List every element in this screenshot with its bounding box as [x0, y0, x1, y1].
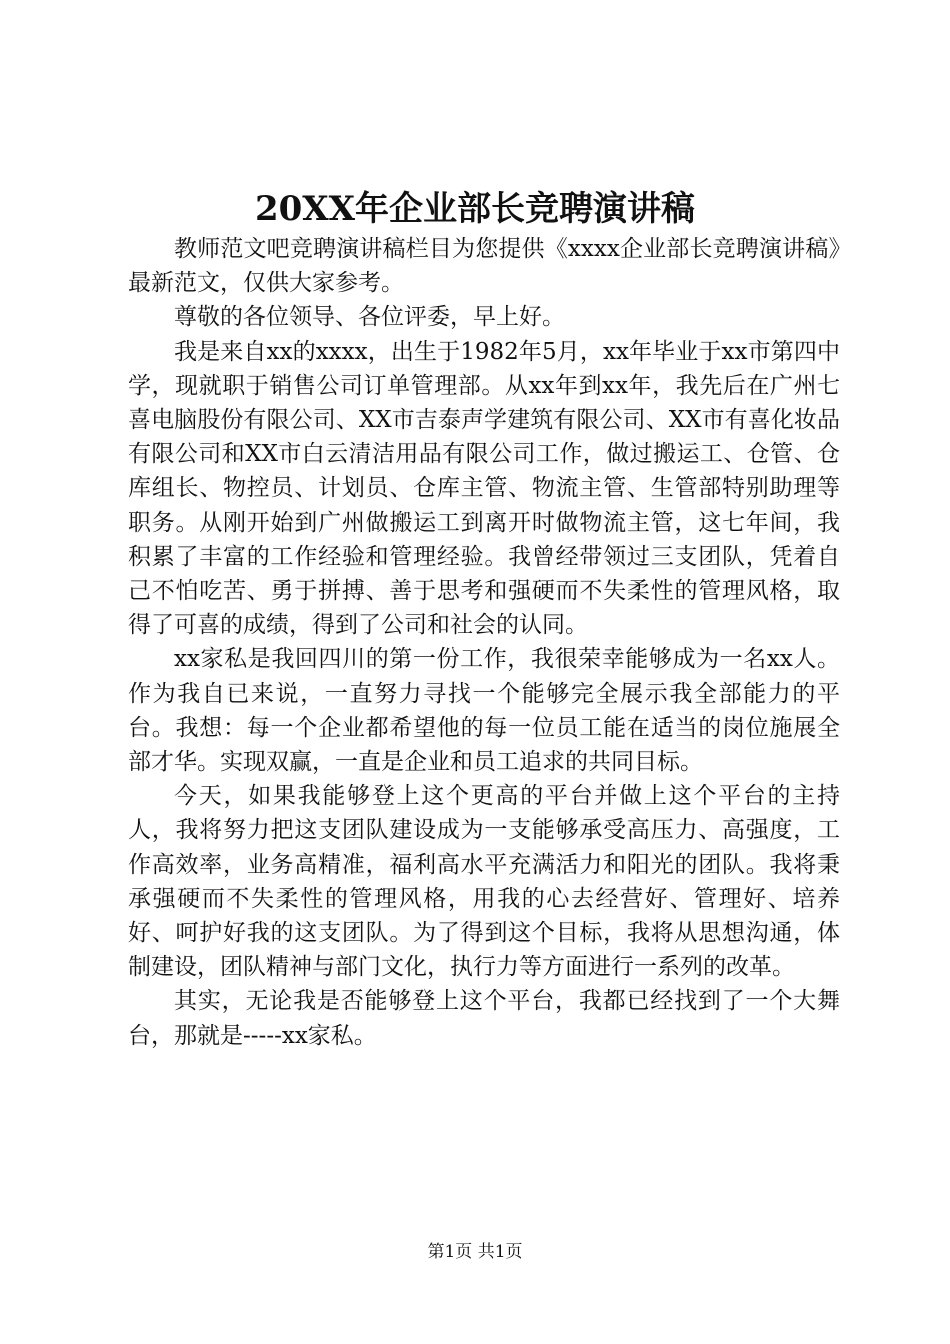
paragraph-background: 我是来自xx的xxxx，出生于1982年5月，xx年毕业于xx市第四中学，现就职于销售公司订单管理部。从xx年到xx年，我先后在广州七喜电脑股份有限公司、XX市吉泰声学建筑有限公司、XX市有喜化妆品有限公司和XX市白云清洁用品有限公司工作，做过搬运工、仓管、仓库组长、物控员、计划员、仓库主管、物流主管、生管部特别助理等职务。从刚开始到广州做搬运工到离开时做物流主管，这七年间，我积累了丰富的工作经验和管理经验。我曾经带领过三支团队，凭着自己不怕吃苦、勇于拼搏、善于思考和强硬而不失柔性的管理风格，取得了可喜的成绩，得到了公司和社会的认同。: [128, 338, 840, 639]
page-footer: 第1页 共1页: [427, 1242, 523, 1262]
paragraph-intro: 教师范文吧竞聘演讲稿栏目为您提供《xxxx企业部长竞聘演讲稿》最新范文，仅供大家参考。: [128, 236, 840, 297]
document-title: 20XX年企业部长竞聘演讲稿: [254, 189, 696, 229]
paragraph-motivation: xx家私是我回四川的第一份工作，我很荣幸能够成为一名xx人。作为我自已来说，一直努力寻找一个能够完全展示我全部能力的平台。我想：每一个企业都希望他的每一位员工能在适当的岗位施展全部才华。实现双赢，一直是企业和员工追求的共同目标。: [128, 646, 840, 776]
paragraph-plan: 今天，如果我能够登上这个更高的平台并做上这个平台的主持人，我将努力把这支团队建设成为一支能够承受高压力、高强度，工作高效率，业务高精准，福利高水平充满活力和阳光的团队。我将秉承强硬而不失柔性的管理风格，用我的心去经营好、管理好、培养好、呵护好我的这支团队。为了得到这个目标，我将从思想沟通，体制建设，团队精神与部门文化，执行力等方面进行一系列的改革。: [128, 783, 840, 981]
paragraph-closing: 其实，无论我是否能够登上这个平台，我都已经找到了一个大舞台，那就是-----xx家私。: [128, 988, 840, 1049]
document-body: [128, 232, 840, 1053]
paragraph-greeting: 尊敬的各位领导、各位评委，早上好。: [174, 304, 565, 331]
